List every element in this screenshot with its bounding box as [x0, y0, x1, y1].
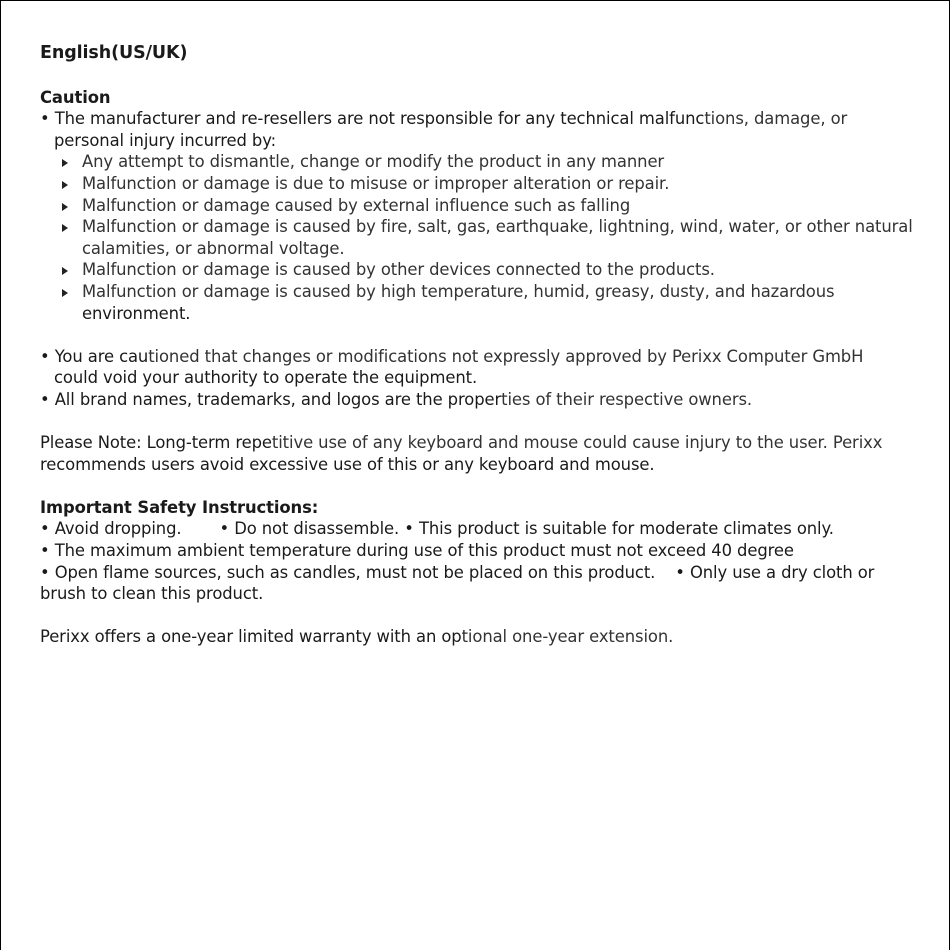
caution-text-bold: The manufacturer and re-resellers are not responsible for any technical malfunc — [54, 109, 705, 129]
language-heading: English(US/UK) — [40, 43, 188, 63]
please-note: Please Note: Long-term repetitive use of any keyboard and mouse could cause injury to the user. Perixx — [40, 433, 883, 453]
caution-item: Malfunction or damage is due to misuse or improper alteration or repair. — [40, 173, 920, 195]
please-note-cont: recommends users avoid excessive use of this or any keyboard and mouse. — [40, 454, 655, 474]
arrow-bullet-icon — [62, 289, 68, 297]
caution-item-cont: environment. — [82, 303, 191, 323]
caution-item: Malfunction or damage is caused by other devices connected to the products. — [40, 259, 920, 281]
notice-text-cont: could void your authority to operate the equipment. — [54, 368, 478, 388]
arrow-bullet-icon — [62, 224, 68, 232]
notice-bullet: • You are cautioned that changes or modifications not expressly approved by Perixx Computer GmbH — [40, 346, 864, 366]
caution-item: Malfunction or damage is caused by fire, salt, gas, earthquake, lightning, wind, water, or other natural calamities, or abnormal voltage. — [40, 216, 920, 259]
safety-row: • Open flame sources, such as candles, must not be placed on this product. • Only use a dry cloth or — [40, 562, 875, 582]
caution-item: Any attempt to dismantle, change or modify the product in any manner — [40, 151, 920, 173]
arrow-bullet-icon — [62, 181, 68, 189]
arrow-bullet-icon — [62, 267, 68, 275]
caution-item: Malfunction or damage is caused by high temperature, humid, greasy, dusty, and hazardous — [40, 281, 920, 303]
safety-row-cont: brush to clean this product. — [40, 584, 264, 604]
caution-title: Caution — [40, 87, 111, 107]
caution-item: Malfunction or damage caused by external influence such as falling — [40, 195, 920, 217]
safety-title: Important Safety Instructions: — [40, 497, 319, 517]
safety-row: • The maximum ambient temperature during use of this product must not exceed 40 degree — [40, 541, 794, 561]
notice-bullet: • All brand names, trademarks, and logos are the properties of their respective owners. — [40, 389, 753, 409]
arrow-bullet-icon — [62, 203, 68, 211]
warranty-text: Perixx offers a one-year limited warranty with an optional one-year extension. — [40, 627, 674, 647]
safety-row: • Avoid dropping. • Do not disassemble. • This product is suitable for moderate climates only. — [40, 519, 834, 539]
caution-bullet: • The manufacturer and re-resellers are not responsible for any technical malfunctions, damage, or — [40, 109, 848, 129]
caution-text-light: tions, damage, or — [704, 109, 848, 129]
caution-text-cont: personal injury incurred by: — [54, 130, 277, 150]
arrow-bullet-icon — [62, 159, 68, 167]
document-content — [40, 43, 920, 648]
